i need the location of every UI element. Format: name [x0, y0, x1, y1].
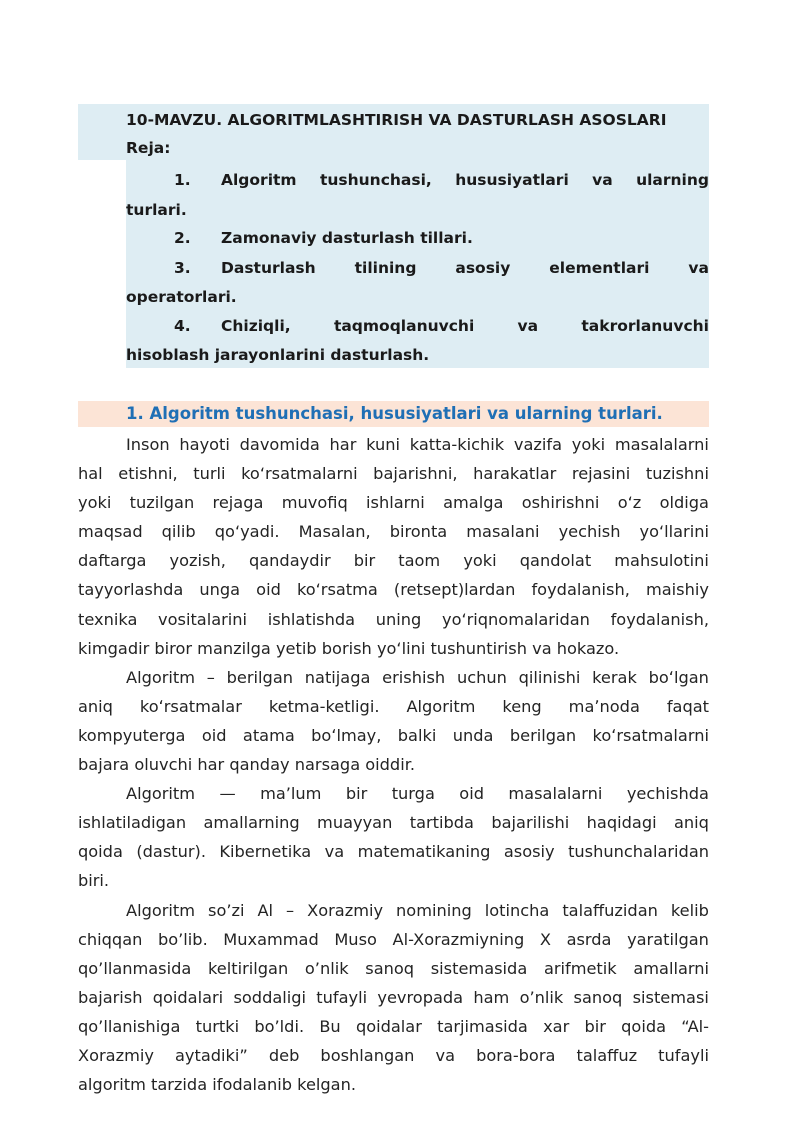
plan-item-text-cont: operatorlari.: [126, 288, 237, 306]
plan-item-text: Chiziqli, taqmoqlanuvchi va takrorlanuvchi: [221, 317, 709, 335]
paragraph: Algoritm – berilgan natijaga erishish uchun qilinishi kerak boʻlgan aniq koʻrsatmalar ketma-ketligi. Algoritm keng maʼnoda faqat kompyuterga oid atama boʻlmay, balki unda berilgan koʻrsatmalarni bajara oluvchi har qanday narsaga oiddir.: [78, 667, 709, 775]
plan-item-text-cont: hisoblash jarayonlarini dasturlash.: [126, 346, 430, 364]
topic-title: 10-MAVZU. ALGORITMLASHTIRISH VA DASTURLASH ASOSLARI: [126, 111, 667, 129]
plan-item-number: 1.: [174, 171, 191, 189]
body-text: [78, 430, 709, 1099]
section-heading-band: [78, 401, 709, 427]
plan-item-text-cont: turlari.: [126, 201, 187, 219]
paragraph: Algoritm — ma’lum bir turga oid masalalarni yechishda ishlatiladigan amallarning muayyan tartibda bajarilishi haqidagi aniq qoida (dastur). Kibernetika va matematikaning asosiy tushunchalaridan biri.: [78, 784, 709, 891]
paragraph: Algoritm so’zi Al – Xorazmiy nomining lotincha talaffuzidan kelib chiqqan bo’lib. Muxammad Muso Al-Xorazmiyning X asrda yaratilgan qo’llanmasida keltirilgan o’nlik sanoq sistemasida arifmetik amallarni bajarish qoidalari soddaligi tufayli yevropada ham o’nlik sanoq sistemasi qo’llanishiga turtki bo’ldi. Bu qoidalar tarjimasida xar bir qoida “Al- Xorazmiy aytadiki” deb boshlangan va bora-bora talaffuz tufayli algoritm tarzida ifodalanib kelgan.: [78, 900, 709, 1095]
plan-item-text: Zamonaviy dasturlash tillari.: [221, 229, 473, 247]
plan-item-number: 3.: [174, 259, 191, 277]
paragraph: Inson hayoti davomida har kuni katta-kichik vazifa yoki masalalarni hal etishni, turli ko‘rsatmalarni bajarishni, harakatlar rejasini tuzishni yoki tuzilgan rejaga muvofiq ishlarni amalga oshirishni o‘z oldiga maqsad qilib qo‘yadi. Masalan, bironta masalani yechish yo‘llarini daftarga yozish, qandaydir bir taom yoki qandolat mahsulotini tayyorlashda unga oid ko‘rsatma (retsept)lardan foydalanish, maishiy texnika vositalarini ishlatishda uning yo‘riqnomalaridan foydalanish, kimgadir biror manzilga yetib borish yo‘lini tushuntirish va hokazo.: [78, 435, 709, 658]
plan-label: Reja:: [126, 139, 171, 157]
plan-item-number: 2.: [174, 229, 191, 247]
plan-item-text: Algoritm tushunchasi, hususiyatlari va ularning: [221, 171, 709, 189]
plan-item-number: 4.: [174, 317, 191, 335]
plan-item-text: Dasturlash tilining asosiy elementlari va: [221, 259, 709, 277]
section-heading: 1. Algoritm tushunchasi, hususiyatlari va ularning turlari.: [126, 404, 663, 423]
